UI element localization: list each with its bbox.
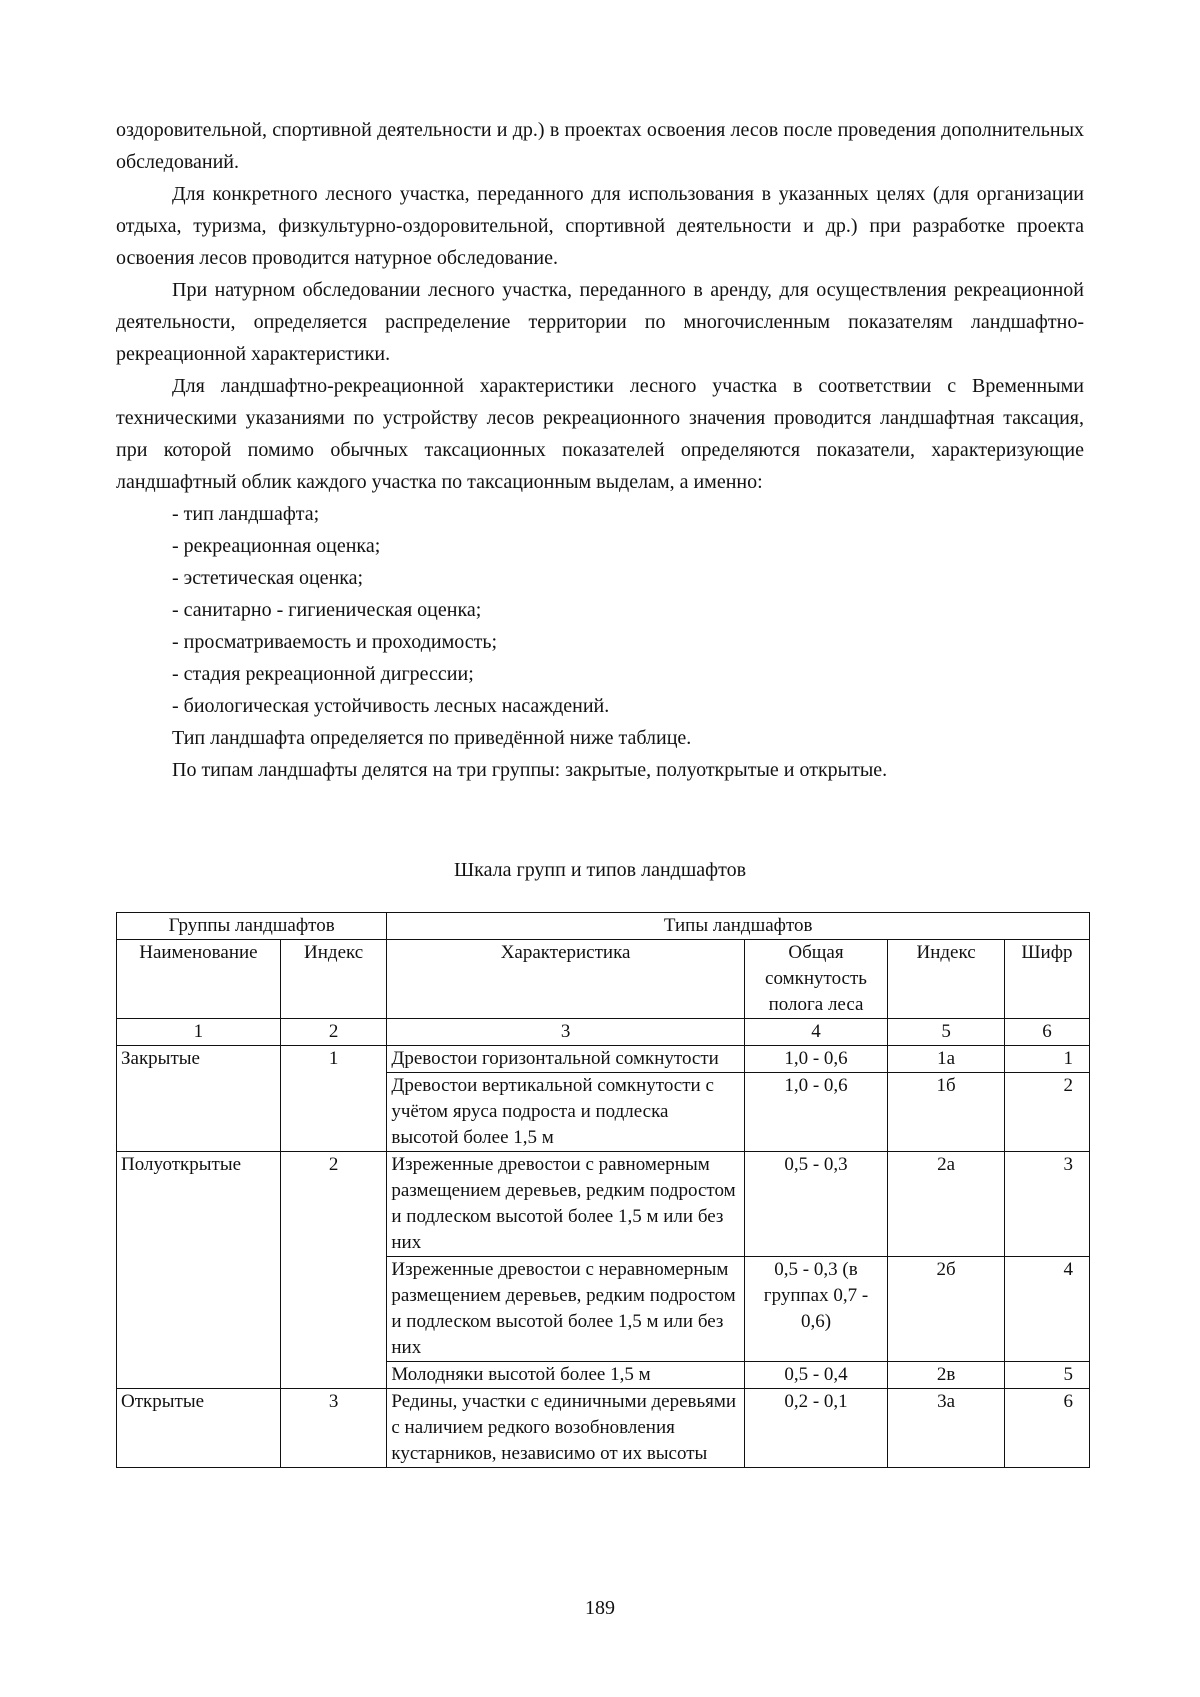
column-header: Общая сомкнутость полога леса	[744, 940, 887, 1019]
types-header: Типы ландшафтов	[387, 913, 1090, 940]
column-number: 6	[1004, 1019, 1089, 1046]
table-caption: Шкала групп и типов ландшафтов	[453, 859, 747, 881]
type-index-cell: 1а	[888, 1046, 1005, 1073]
characteristic-cell: Древостои вертикальной сомкнутости с учётом яруса подроста и подлеска высотой более 1,5 м	[387, 1073, 744, 1152]
landscape-table	[116, 912, 1090, 1468]
type-index-cell: 2в	[888, 1362, 1005, 1389]
column-header: Индекс	[888, 940, 1005, 1019]
table-header-row	[117, 940, 1090, 1019]
density-cell: 0,5 - 0,3	[744, 1152, 887, 1257]
paragraph: Для ландшафтно-рекреационной характеристики лесного участка в соответствии с Временными техническими указаниями по устройству лесов рекреационного значения проводится ландшафтная таксация, при которой помимо обычных таксационных показателей определяются показатели, характеризующие ландшафтный облик каждого участка по таксационным выделам, а именно:	[116, 375, 1084, 493]
column-number: 3	[387, 1019, 744, 1046]
column-number: 2	[280, 1019, 387, 1046]
list-item: - тип ландшафта;	[172, 503, 320, 525]
type-index-cell: 2б	[888, 1257, 1005, 1362]
column-header: Наименование	[117, 940, 281, 1019]
group-name-cell: Закрытые	[117, 1046, 281, 1152]
list-item: - биологическая устойчивость лесных насаждений.	[172, 695, 610, 717]
column-number-row	[117, 1019, 1090, 1046]
density-cell: 1,0 - 0,6	[744, 1073, 887, 1152]
table-header-row	[117, 913, 1090, 940]
type-index-cell: 1б	[888, 1073, 1005, 1152]
paragraph: Для конкретного лесного участка, переданного для использования в указанных целях (для организации отдыха, туризма, физкультурно-оздоровительной, спортивной деятельности и др.) при разработке проекта освоения лесов проводится натурное обследование.	[116, 183, 1084, 269]
group-index-cell: 3	[280, 1389, 387, 1468]
type-index-cell: 2а	[888, 1152, 1005, 1257]
code-cell: 6	[1004, 1389, 1089, 1468]
group-index-cell: 2	[280, 1152, 387, 1389]
code-cell: 1	[1004, 1046, 1089, 1073]
characteristic-cell: Молодняки высотой более 1,5 м	[387, 1362, 744, 1389]
table-row	[117, 1389, 1090, 1468]
density-cell: 0,5 - 0,3 (в группах 0,7 - 0,6)	[744, 1257, 887, 1362]
list-item: - стадия рекреационной дигрессии;	[172, 663, 474, 685]
column-number: 1	[117, 1019, 281, 1046]
column-header: Характеристика	[387, 940, 744, 1019]
column-number: 5	[888, 1019, 1005, 1046]
code-cell: 5	[1004, 1362, 1089, 1389]
list-item: - эстетическая оценка;	[172, 567, 364, 589]
column-header: Индекс	[280, 940, 387, 1019]
page-number: 189	[585, 1597, 615, 1619]
group-header: Группы ландшафтов	[117, 913, 387, 940]
paragraph: По типам ландшафты делятся на три группы: закрытые, полуоткрытые и открытые.	[172, 759, 888, 781]
group-name-cell: Открытые	[117, 1389, 281, 1468]
group-index-cell: 1	[280, 1046, 387, 1152]
characteristic-cell: Древостои горизонтальной сомкнутости	[387, 1046, 744, 1073]
list-item: - санитарно - гигиеническая оценка;	[172, 599, 482, 621]
column-header: Шифр	[1004, 940, 1089, 1019]
characteristic-cell: Изреженные древостои с равномерным размещением деревьев, редким подростом и подлеском высотой более 1,5 м или без них	[387, 1152, 744, 1257]
list-item: - рекреационная оценка;	[172, 535, 381, 557]
list-item: - просматриваемость и проходимость;	[172, 631, 498, 653]
paragraph: При натурном обследовании лесного участка, переданного в аренду, для осуществления рекреационной деятельности, определяется распределение территории по многочисленным показателям ландшафтно-рекреационной характеристики.	[116, 279, 1084, 365]
density-cell: 0,5 - 0,4	[744, 1362, 887, 1389]
code-cell: 4	[1004, 1257, 1089, 1362]
characteristic-cell: Редины, участки с единичными деревьями с наличием редкого возобновления кустарников, независимо от их высоты	[387, 1389, 744, 1468]
code-cell: 3	[1004, 1152, 1089, 1257]
density-cell: 1,0 - 0,6	[744, 1046, 887, 1073]
characteristic-cell: Изреженные древостои с неравномерным размещением деревьев, редким подростом и подлеском высотой более 1,5 м или без них	[387, 1257, 744, 1362]
type-index-cell: 3а	[888, 1389, 1005, 1468]
paragraph: Тип ландшафта определяется по приведённой ниже таблице.	[172, 727, 692, 749]
group-name-cell: Полуоткрытые	[117, 1152, 281, 1389]
table-row	[117, 1046, 1090, 1073]
table-row	[117, 1152, 1090, 1257]
paragraph: оздоровительной, спортивной деятельности и др.) в проектах освоения лесов после проведения дополнительных обследований.	[116, 119, 1084, 173]
body-text	[116, 114, 1084, 786]
code-cell: 2	[1004, 1073, 1089, 1152]
density-cell: 0,2 - 0,1	[744, 1389, 887, 1468]
column-number: 4	[744, 1019, 887, 1046]
